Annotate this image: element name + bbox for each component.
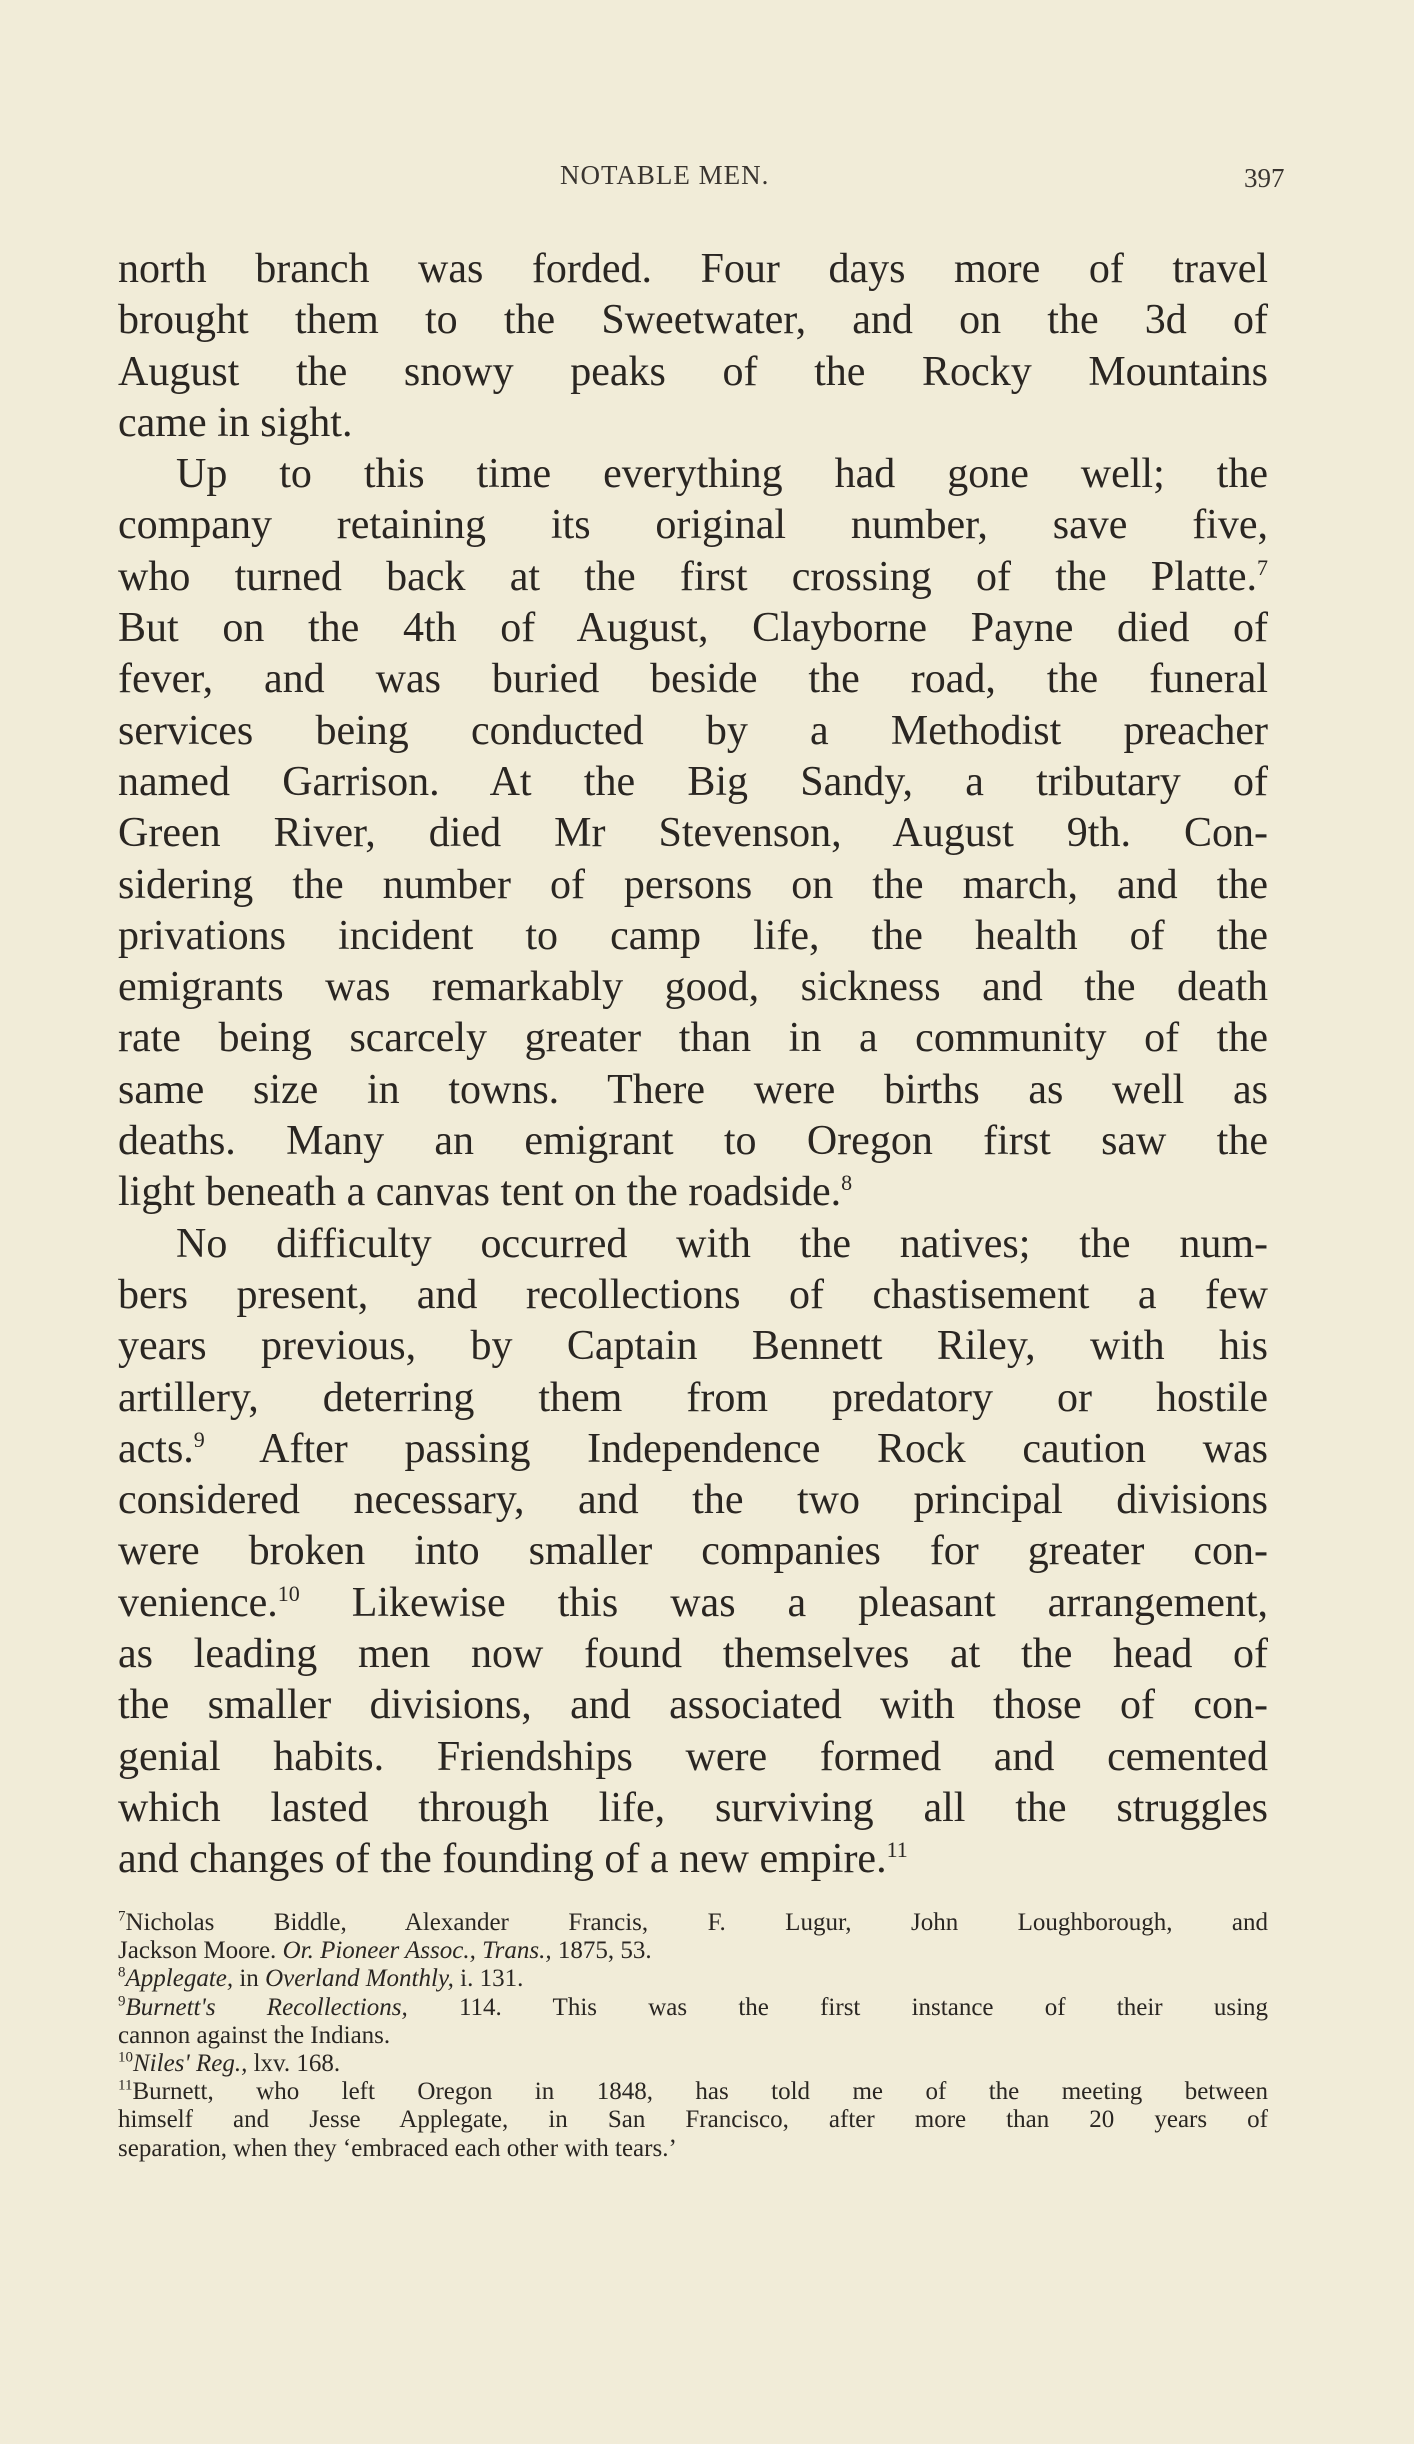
footnote-ref-11: 11 [886, 1837, 908, 1863]
text-line: August the snowy peaks of the Rocky Mountains [118, 348, 1268, 395]
text-line: venience.$^{10}$ Likewise this was a pleasant arrangement, [118, 1579, 1268, 1626]
text-line: brought them to the Sweetwater, and on the 3d of [118, 297, 1268, 344]
footnote-ref-9: 9 [193, 1426, 205, 1452]
text-line: and changes of the founding of a new empire.$^{11}$ [118, 1836, 908, 1883]
text-line: north branch was forded. Four days more of travel [118, 246, 1268, 292]
text-line: emigrants was remarkably good, sickness and the death [118, 964, 1268, 1011]
footnote-9: $^9$Burnett's Recollections, 114. This was the first instance of their using [118, 1993, 1268, 2021]
text-line: acts.$^9$ After passing Independence Rock caution was [118, 1425, 1268, 1472]
page-number: 397 [1244, 163, 1285, 193]
text-line: bers present, and recollections of chastisement a few [118, 1271, 1268, 1318]
footnote-ref-7: 7 [1257, 554, 1268, 580]
text-line: came in sight. [118, 399, 353, 446]
text-line: considered necessary, and the two principal divisions [118, 1477, 1268, 1524]
footnotes [118, 1909, 1268, 2163]
footnote-11-cont: separation, when they ‘embraced each other with tears.’ [118, 2134, 677, 2162]
text-line: services being conducted by a Methodist preacher [118, 707, 1268, 754]
footnote-number: 9 [118, 1993, 126, 2010]
text-line: which lasted through life, surviving all the struggles [118, 1784, 1268, 1831]
text-line: But on the 4th of August, Clayborne Payne died of [118, 605, 1268, 652]
text-line: same size in towns. There were births as well as [118, 1066, 1268, 1113]
text-line: Green River, died Mr Stevenson, August 9th. Con- [118, 810, 1268, 857]
running-head: NOTABLE MEN. [560, 160, 770, 190]
footnote-11: $^{11}$Burnett, who left Oregon in 1848, has told me of the meeting between [118, 2078, 1268, 2106]
footnote-number: 8 [118, 1965, 126, 1982]
footnote-number: 10 [118, 2049, 133, 2066]
footnote-10: $^{10}$Niles' Reg., lxv. 168. [118, 2049, 341, 2077]
text-line: sidering the number of persons on the march, and the [118, 861, 1268, 908]
text-line: rate being scarcely greater than in a community of the [118, 1015, 1268, 1062]
text-line: No difficulty occurred with the natives; the num- [176, 1220, 1268, 1267]
footnote-11-cont: himself and Jesse Applegate, in San Francisco, after more than 20 years of [118, 2106, 1268, 2134]
footnote-number: 11 [118, 2078, 133, 2094]
footnote-number: 7 [118, 1909, 126, 1925]
footnote-7-cont: Jackson Moore. Or. Pioneer Assoc., Trans., 1875, 53. [118, 1937, 652, 1965]
text-line: were broken into smaller companies for greater con- [118, 1528, 1268, 1575]
footnote-8: $^8$Applegate, in Overland Monthly, i. 131. [118, 1965, 524, 1993]
text-line: privations incident to camp life, the health of the [118, 912, 1268, 959]
text-line: deaths. Many an emigrant to Oregon first saw the [118, 1118, 1268, 1165]
text-line: years previous, by Captain Bennett Riley, with his [118, 1323, 1268, 1370]
text-line: fever, and was buried beside the road, the funeral [118, 656, 1268, 703]
footnote-7: $^7$Nicholas Biddle, Alexander Francis, F. Lugur, John Loughborough, and [118, 1909, 1268, 1936]
text-line: light beneath a canvas tent on the roadside.$^8$ [118, 1169, 853, 1216]
text-line: Up to this time everything had gone well; the [176, 451, 1268, 498]
text-line: named Garrison. At the Big Sandy, a tributary of [118, 758, 1268, 805]
footnote-9-cont: cannon against the Indians. [118, 2021, 391, 2049]
footnote-ref-8: 8 [841, 1170, 853, 1196]
text-line: artillery, deterring them from predatory or hostile [118, 1374, 1268, 1421]
text-line: the smaller divisions, and associated with those of con- [118, 1682, 1268, 1729]
text-line: who turned back at the first crossing of the Platte.$^7$ [118, 553, 1268, 600]
text-line: as leading men now found themselves at the head of [118, 1631, 1268, 1678]
text-line: genial habits. Friendships were formed and cemented [118, 1733, 1268, 1780]
body-text [118, 244, 1268, 1886]
footnote-ref-10: 10 [277, 1580, 300, 1606]
text-line: company retaining its original number, save five, [118, 502, 1268, 549]
